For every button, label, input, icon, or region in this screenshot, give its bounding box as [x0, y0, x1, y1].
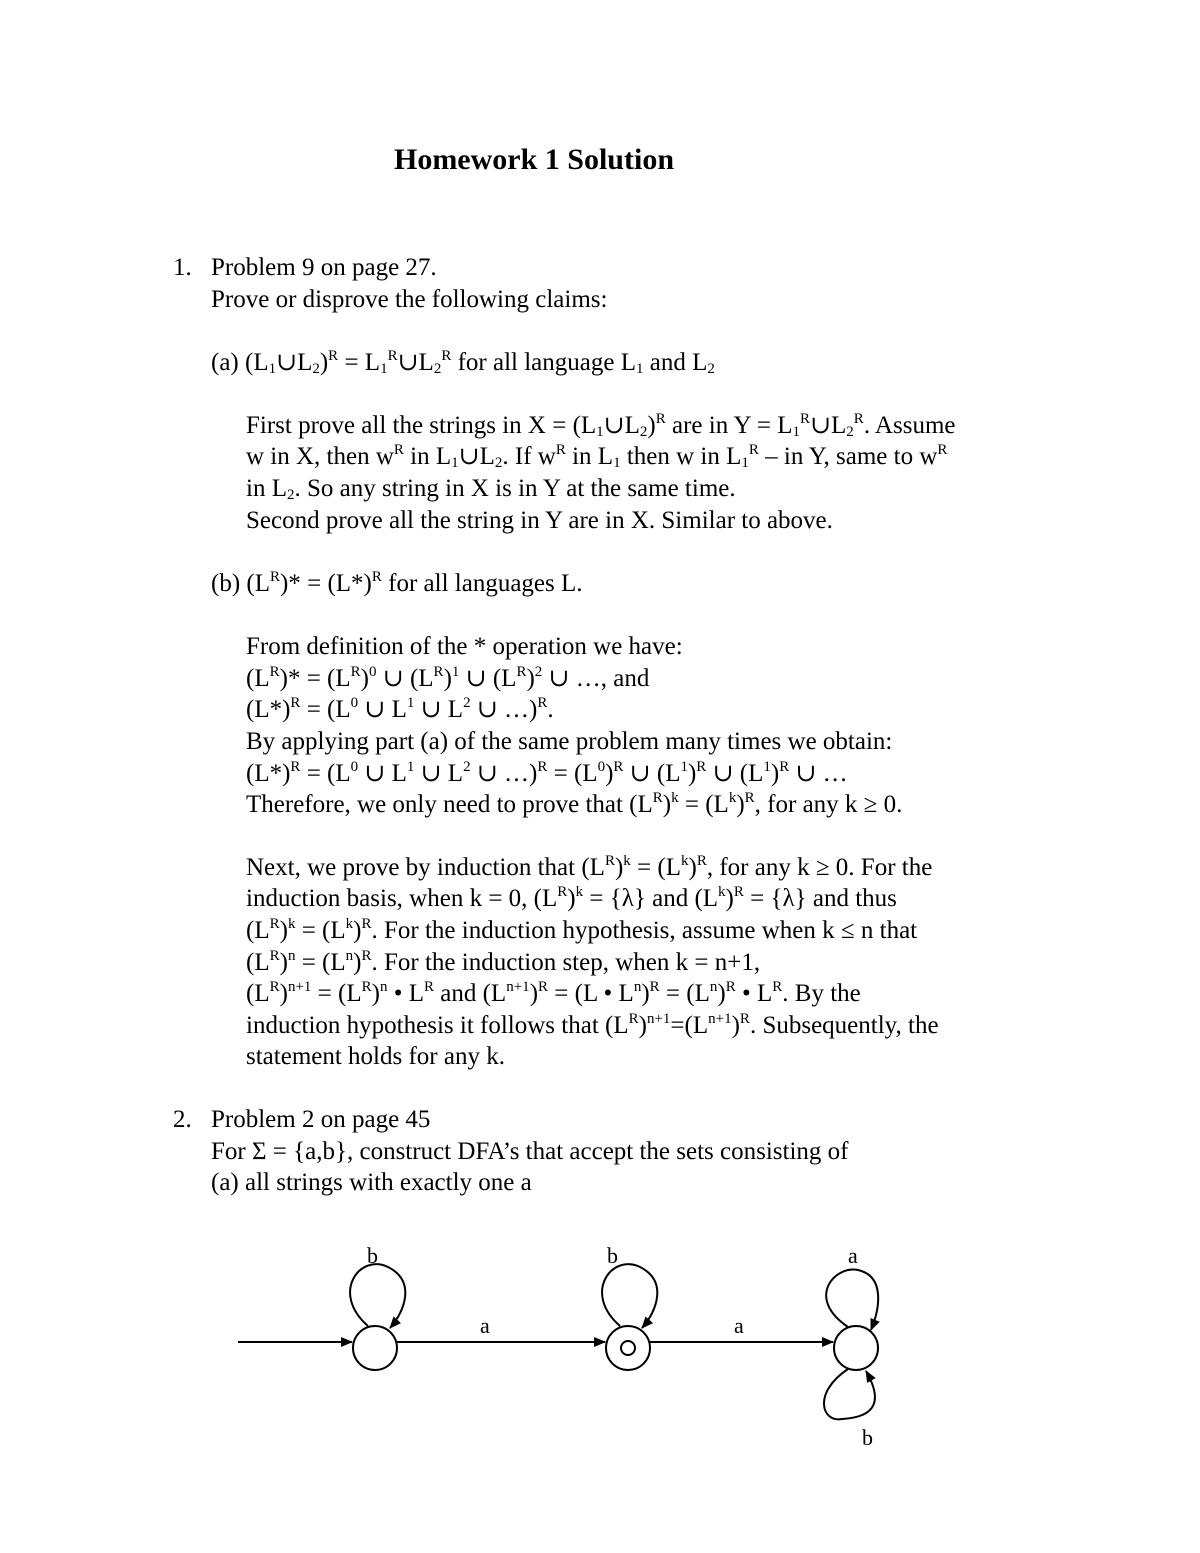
part-b-claim: (b) $(L^R)* = (L*)^R$ for all languages L. [211, 569, 583, 597]
part-b-proof-line: $(L^R)* = (L^R)^0$ ∪ $(L^R)^1$ ∪ $(L^R)^2$ ∪ …, and [246, 664, 650, 692]
item-intro: Prove or disprove the following claims: [211, 286, 608, 313]
induction-line: induction hypothesis it follows that $(L^R)^{n+1}=(L^{n+1})^R$. Subsequently, the [246, 1011, 939, 1039]
part-a-proof-line: w in X, then $w^R$ in $L_1\cup L_2$. If $w^R$ in $L_1$ then w in $L_1^R$ – in Y, same to $w^R$ [246, 442, 948, 471]
item-heading: Problem 2 on page 45 [211, 1106, 431, 1133]
loop-q0 [350, 1264, 405, 1328]
loop-q2-bottom [824, 1369, 875, 1419]
dfa-diagram [0, 1193, 1200, 1553]
induction-line: $(L^R)^{n+1} = (L^R)^n$ • $L^R$ and $(L^{n+1})^R = (L$ • $L^n)^R = (L^n)^R$ • $L^R$. By the [246, 979, 861, 1007]
label-loop-q2-top: a [848, 1243, 858, 1268]
item-number: 2. [173, 1106, 192, 1133]
loop-q1 [602, 1264, 657, 1328]
part-b-proof-line: $(L*)^R = (L^0$ ∪ $L^1$ ∪ $L^2$ ∪ …)$^R$. [246, 695, 554, 723]
induction-line: $(L^R)^k = (L^k)^R$. For the induction hypothesis, assume when k ≤ n that [246, 916, 918, 944]
induction-line: $(L^R)^n = (L^n)^R$. For the induction step, when k = n+1, [246, 948, 761, 976]
state-q0 [353, 1326, 397, 1370]
label-loop-q1: b [607, 1243, 618, 1268]
induction-line: induction basis, when k = 0, $(L^R)^k = \{\lambda\}$ and $(L^k)^R = \{\lambda\}$ and thus [246, 884, 897, 912]
part-b-proof-line: $(L*)^R = (L^0$ ∪ $L^1$ ∪ $L^2$ ∪ …)$^R$ = $(L^0)^R$ ∪ $(L^1)^R$ ∪ $(L^1)^R$ ∪ … [246, 759, 848, 787]
part-a-proof-line: in $L_2$. So any string in X is in Y at the same time. [246, 475, 736, 503]
state-q1-accepting [606, 1326, 650, 1370]
state-q1-inner [621, 1341, 635, 1355]
induction-line: Next, we prove by induction that $(L^R)^k = (L^k)^R$, for any k ≥ 0. For the [246, 853, 933, 881]
label-loop-q0: b [367, 1243, 378, 1268]
part-a-proof-line: First prove all the strings in $X = (L_1\cup L_2)^R$ are in $Y = L_1^R\cup L_2^R$. Assume [246, 411, 956, 440]
page-title: Homework 1 Solution [393, 143, 675, 176]
label-edge-q0-q1: a [480, 1313, 490, 1338]
label-loop-q2-bottom: b [862, 1425, 873, 1450]
item-line: (a) all strings with exactly one a [211, 1169, 532, 1196]
part-b-proof-line: By applying part (a) of the same problem many times we obtain: [246, 728, 893, 755]
item-heading: Problem 9 on page 27. [211, 254, 437, 281]
part-a-proof-line: Second prove all the string in Y are in X. Similar to above. [246, 507, 833, 534]
part-b-proof-line: Therefore, we only need to prove that $(L^R)^k = (L^k)^R$, for any k ≥ 0. [246, 790, 903, 818]
part-a-claim: (a) $(L_1\cup L_2)^R$ = $L_1^R\cup L_2^R$ for all language $L_1$ and $L_2$ [211, 348, 715, 377]
item-line: For Σ = {a,b}, construct DFA’s that accept the sets consisting of [211, 1138, 849, 1165]
label-edge-q1-q2: a [734, 1313, 744, 1338]
induction-line: statement holds for any k. [246, 1043, 505, 1070]
part-b-proof-line: From definition of the * operation we have: [246, 633, 683, 660]
item-number: 1. [173, 254, 192, 281]
state-q2 [834, 1326, 878, 1370]
loop-q2-top [826, 1269, 878, 1330]
